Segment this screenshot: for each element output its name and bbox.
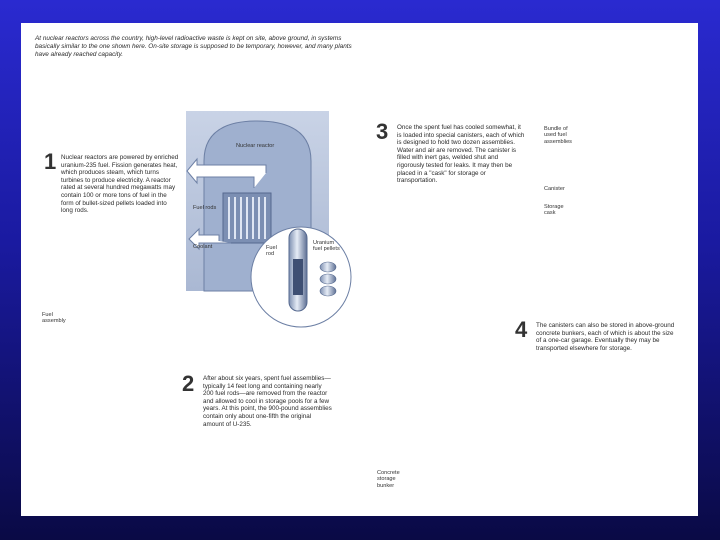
step-4-text: The canisters can also be stored in above-ground concrete bunkers, each of which is about the size of a one-car garage. Eventually they may be transported elsewhere for storage. (536, 322, 675, 352)
step-3-number: 3 (376, 119, 389, 144)
label-nuclear-reactor: Nuclear reactor (236, 143, 275, 149)
label-uranium-fuel-pellets: Uranium fuel pellets (313, 240, 340, 253)
label-storage-cask: Storage cask (544, 204, 564, 217)
illustrations (21, 23, 698, 516)
step-1-text: Nuclear reactors are powered by enriched uranium-235 fuel. Fission generates heat, which produces steam, which turns turbines to produce electricity. A reactor rated at several hundred megawatts may contain 100 or more tons of fuel in the form of bullet-sized pellets loaded into long rods. (61, 154, 179, 215)
label-fuel-assembly: Fuel assembly (42, 312, 66, 325)
label-fuel-rods: Fuel rods (193, 205, 217, 211)
step-3-text: Once the spent fuel has cooled somewhat, it is loaded into special canisters, each of which is designed to hold two dozen assemblies. Water and air are removed. The canister is filled with inert gas, welded shut and rigorously tested for leaks. It may then be placed in a "cask" for storage or transportation. (397, 124, 525, 185)
step-1-number: 1 (44, 149, 57, 174)
intro-text: At nuclear reactors across the country, high-level radioactive waste is kept on site, above ground, in systems basically similar to the one shown here. On-site storage is supposed to be temporary, however, and many plants have already reached capacity. (35, 35, 352, 58)
label-concrete-bunker: Concrete storage bunker (377, 470, 411, 489)
label-canister: Canister (544, 186, 565, 192)
label-bundle-spent-fuel: Bundle of used fuel assemblies (544, 126, 572, 145)
infographic-sheet (21, 23, 698, 516)
label-coolant: Coolant (193, 244, 213, 250)
label-fuel-rod: Fuel rod (266, 245, 277, 258)
step-2-text: After about six years, spent fuel assemblies—typically 14 feet long and containing nearly 200 fuel rods—are removed from the reactor and allowed to cool in storage pools for a few years. At this point, the 900-pound assemblies contain only about one-fifth the original amount of U-235. (203, 375, 332, 428)
step-2-number: 2 (182, 371, 195, 396)
step-4-number: 4 (515, 317, 528, 342)
